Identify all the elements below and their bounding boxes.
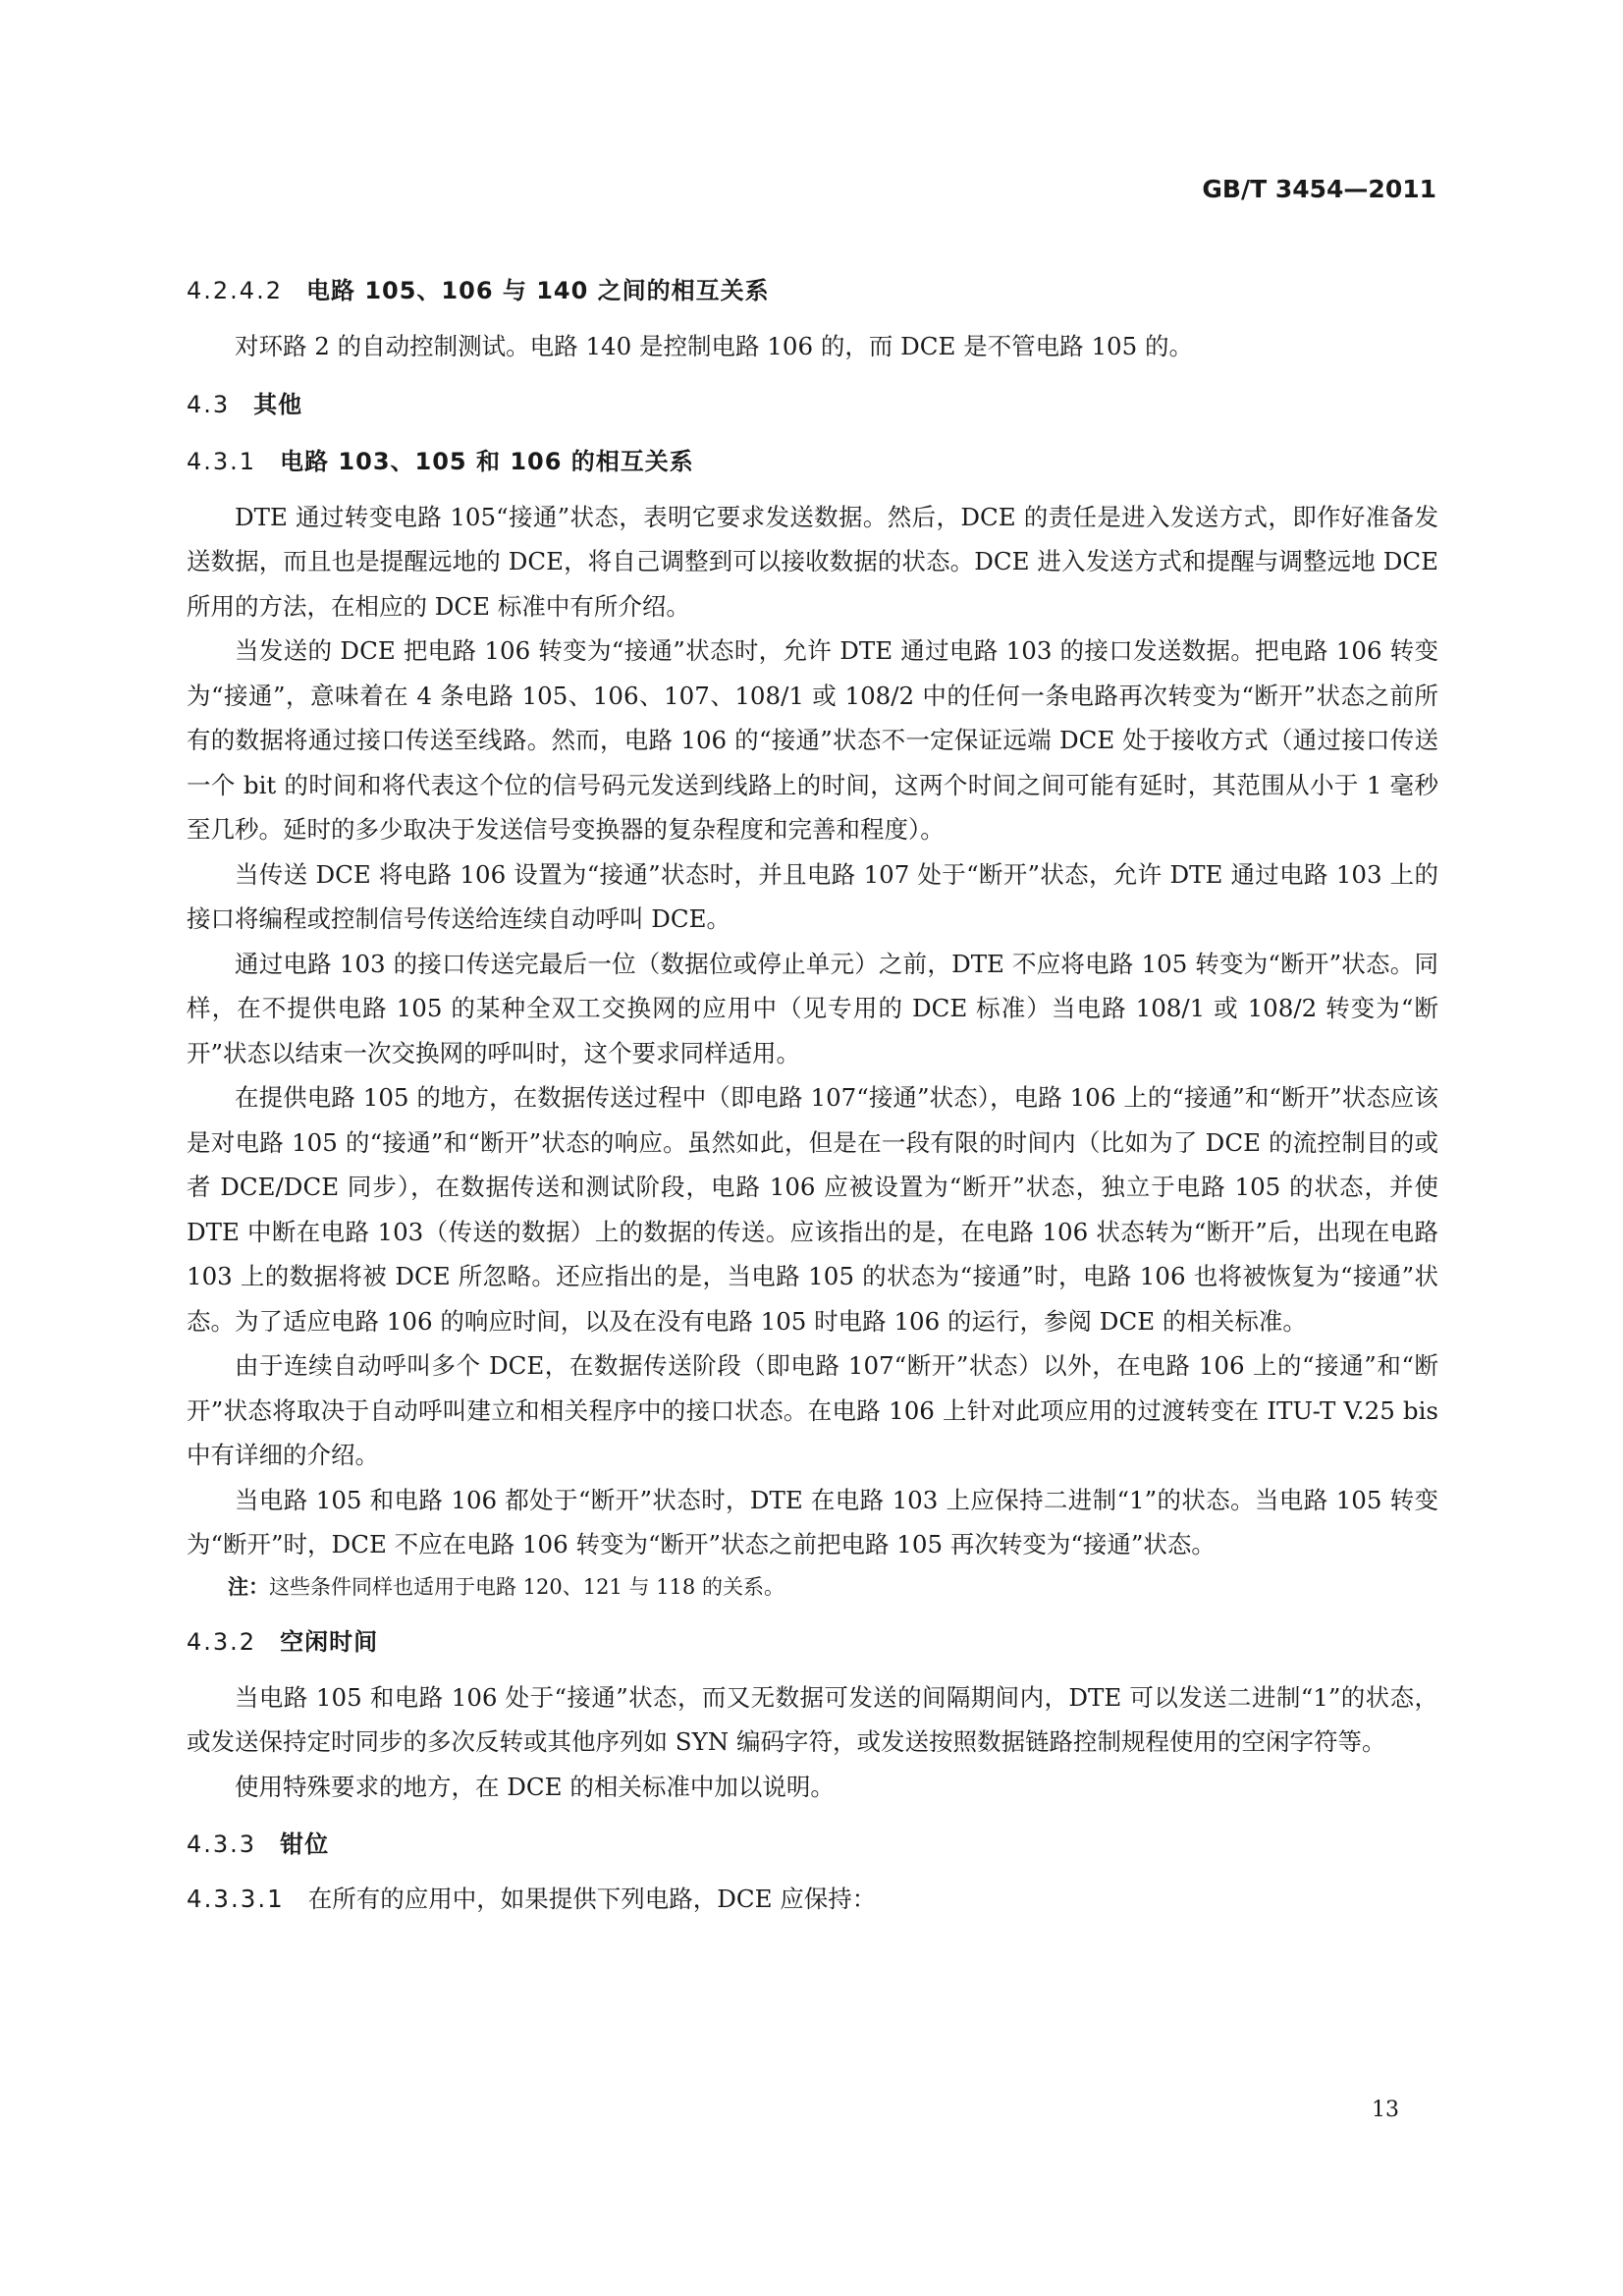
paragraph: 使用特殊要求的地方，在 DCE 的相关标准中加以说明。: [235, 1772, 835, 1801]
paragraph: 当电路 105 和电路 106 都处于“断开”状态时，DTE 在电路 103 上应保持二进制“1”的状态。当电路 105 转变为“断开”时，DCE 不应在电路 106 转变为“断开”状态之前把电路 105 再次转变为“接通”状态。: [187, 1485, 1438, 1558]
clause-4-3-3-1: [187, 1878, 1438, 1921]
paragraph: 在提供电路 105 的地方，在数据传送过程中（即电路 107“接通”状态），电路 106 上的“接通”和“断开”状态应该是对电路 105 的“接通”和“断开”状态的响应。虽然如此，但是在一段有限的时间内（比如为了 DCE 的流控制目的或者 DCE/DCE 同步），在数据传送和测试阶段，电路 106 应被设置为“断开”状态，独立于电路 105 的状态，并使 DTE 中断在电路 103（传送的数据）上的数据的传送。应该指出的是，在电路 106 状态转为“断开”后，出现在电路 103 上的数据将被 DCE 所忽略。还应指出的是，当电路 105 的状态为“接通”时，电路 106 也将被恢复为“接通”状态。为了适应电路 106 的响应时间，以及在没有电路 105 时电路 106 的运行，参阅 DCE 的相关标准。: [187, 1083, 1438, 1336]
section-number: 4.2.4.2: [187, 277, 283, 304]
note-label: 注：: [228, 1574, 269, 1599]
section-title: 空闲时间: [280, 1627, 379, 1656]
section-number: 4.3.1: [187, 447, 257, 475]
page-number: 13: [1372, 2098, 1399, 2122]
section-heading-4-3-1: [187, 440, 1438, 483]
clause-text: 在所有的应用中，如果提供下列电路，DCE 应保持：: [307, 1885, 877, 1913]
clause-number: 4.3.3.1: [187, 1885, 285, 1913]
section-heading-4-3: [187, 383, 1438, 426]
paragraph: 当发送的 DCE 把电路 106 转变为“接通”状态时，允许 DTE 通过电路 103 的接口发送数据。把电路 106 转变为“接通”，意味着在 4 条电路 105、106、107、108/1 或 108/2 中的任何一条电路再次转变为“断开”状态之前所有的数据将通过接口传送至线路。然而，电路 106 的“接通”状态不一定保证远端 DCE 处于接收方式（通过接口传送一个 bit 的时间和将代表这个位的信号码元发送到线路上的时间，这两个时间之间可能有延时，其范围从小于 1 毫秒至几秒。延时的多少取决于发送信号变换器的复杂程度和完善和程度）。: [187, 636, 1438, 844]
section-title: 其他: [253, 390, 303, 418]
section-title: 电路 103、105 和 106 的相互关系: [280, 447, 694, 475]
paragraph: 由于连续自动呼叫多个 DCE，在数据传送阶段（即电路 107“断开”状态）以外，在电路 106 上的“接通”和“断开”状态将取决于自动呼叫建立和相关程序中的接口状态。在电路 106 上针对此项应用的过渡转变在 ITU-T V.25 bis 中有详细的介绍。: [187, 1351, 1438, 1469]
paragraph: 通过电路 103 的接口传送完最后一位（数据位或停止单元）之前，DTE 不应将电路 105 转变为“断开”状态。同样，在不提供电路 105 的某种全双工交换网的应用中（见专用的 DCE 标准）当电路 108/1 或 108/2 转变为“断开”状态以结束一次交换网的呼叫时，这个要求同样适用。: [187, 949, 1438, 1067]
paragraph: DTE 通过转变电路 105“接通”状态，表明它要求发送数据。然后，DCE 的责任是进入发送方式，即作好准备发送数据，而且也是提醒远地的 DCE，将自己调整到可以接收数据的状态。DCE 进入发送方式和提醒与调整远地 DCE 所用的方法，在相应的 DCE 标准中有所介绍。: [187, 502, 1438, 621]
section-title: 钳位: [280, 1831, 330, 1858]
document-body: [187, 269, 1438, 1921]
paragraph: 对环路 2 的自动控制测试。电路 140 是控制电路 106 的，而 DCE 是不管电路 105 的。: [235, 332, 1194, 360]
section-number: 4.3.3: [187, 1831, 257, 1858]
section-number: 4.3.2: [187, 1627, 257, 1656]
note-text: 这些条件同样也适用于电路 120、121 与 118 的关系。: [269, 1574, 784, 1599]
section-heading-4-2-4-2: [187, 269, 1438, 312]
section-title: 电路 105、106 与 140 之间的相互关系: [305, 277, 770, 304]
standard-code: GB/T 3454—2011: [1202, 175, 1436, 203]
section-heading-4-3-3: [187, 1823, 1438, 1866]
paragraph: 当传送 DCE 将电路 106 设置为“接通”状态时，并且电路 107 处于“断开”状态，允许 DTE 通过电路 103 上的接口将编程或控制信号传送给连续自动呼叫 DCE。: [187, 859, 1438, 933]
section-number: 4.3: [187, 390, 231, 418]
section-heading-4-3-2: [187, 1620, 1438, 1664]
note: [187, 1567, 1438, 1607]
paragraph: 当电路 105 和电路 106 处于“接通”状态，而又无数据可发送的间隔期间内，DTE 可以发送二进制“1”的状态，或发送保持定时同步的多次反转或其他序列如 SYN 编码字符，或发送按照数据链路控制规程使用的空闲字符等。: [187, 1682, 1438, 1756]
